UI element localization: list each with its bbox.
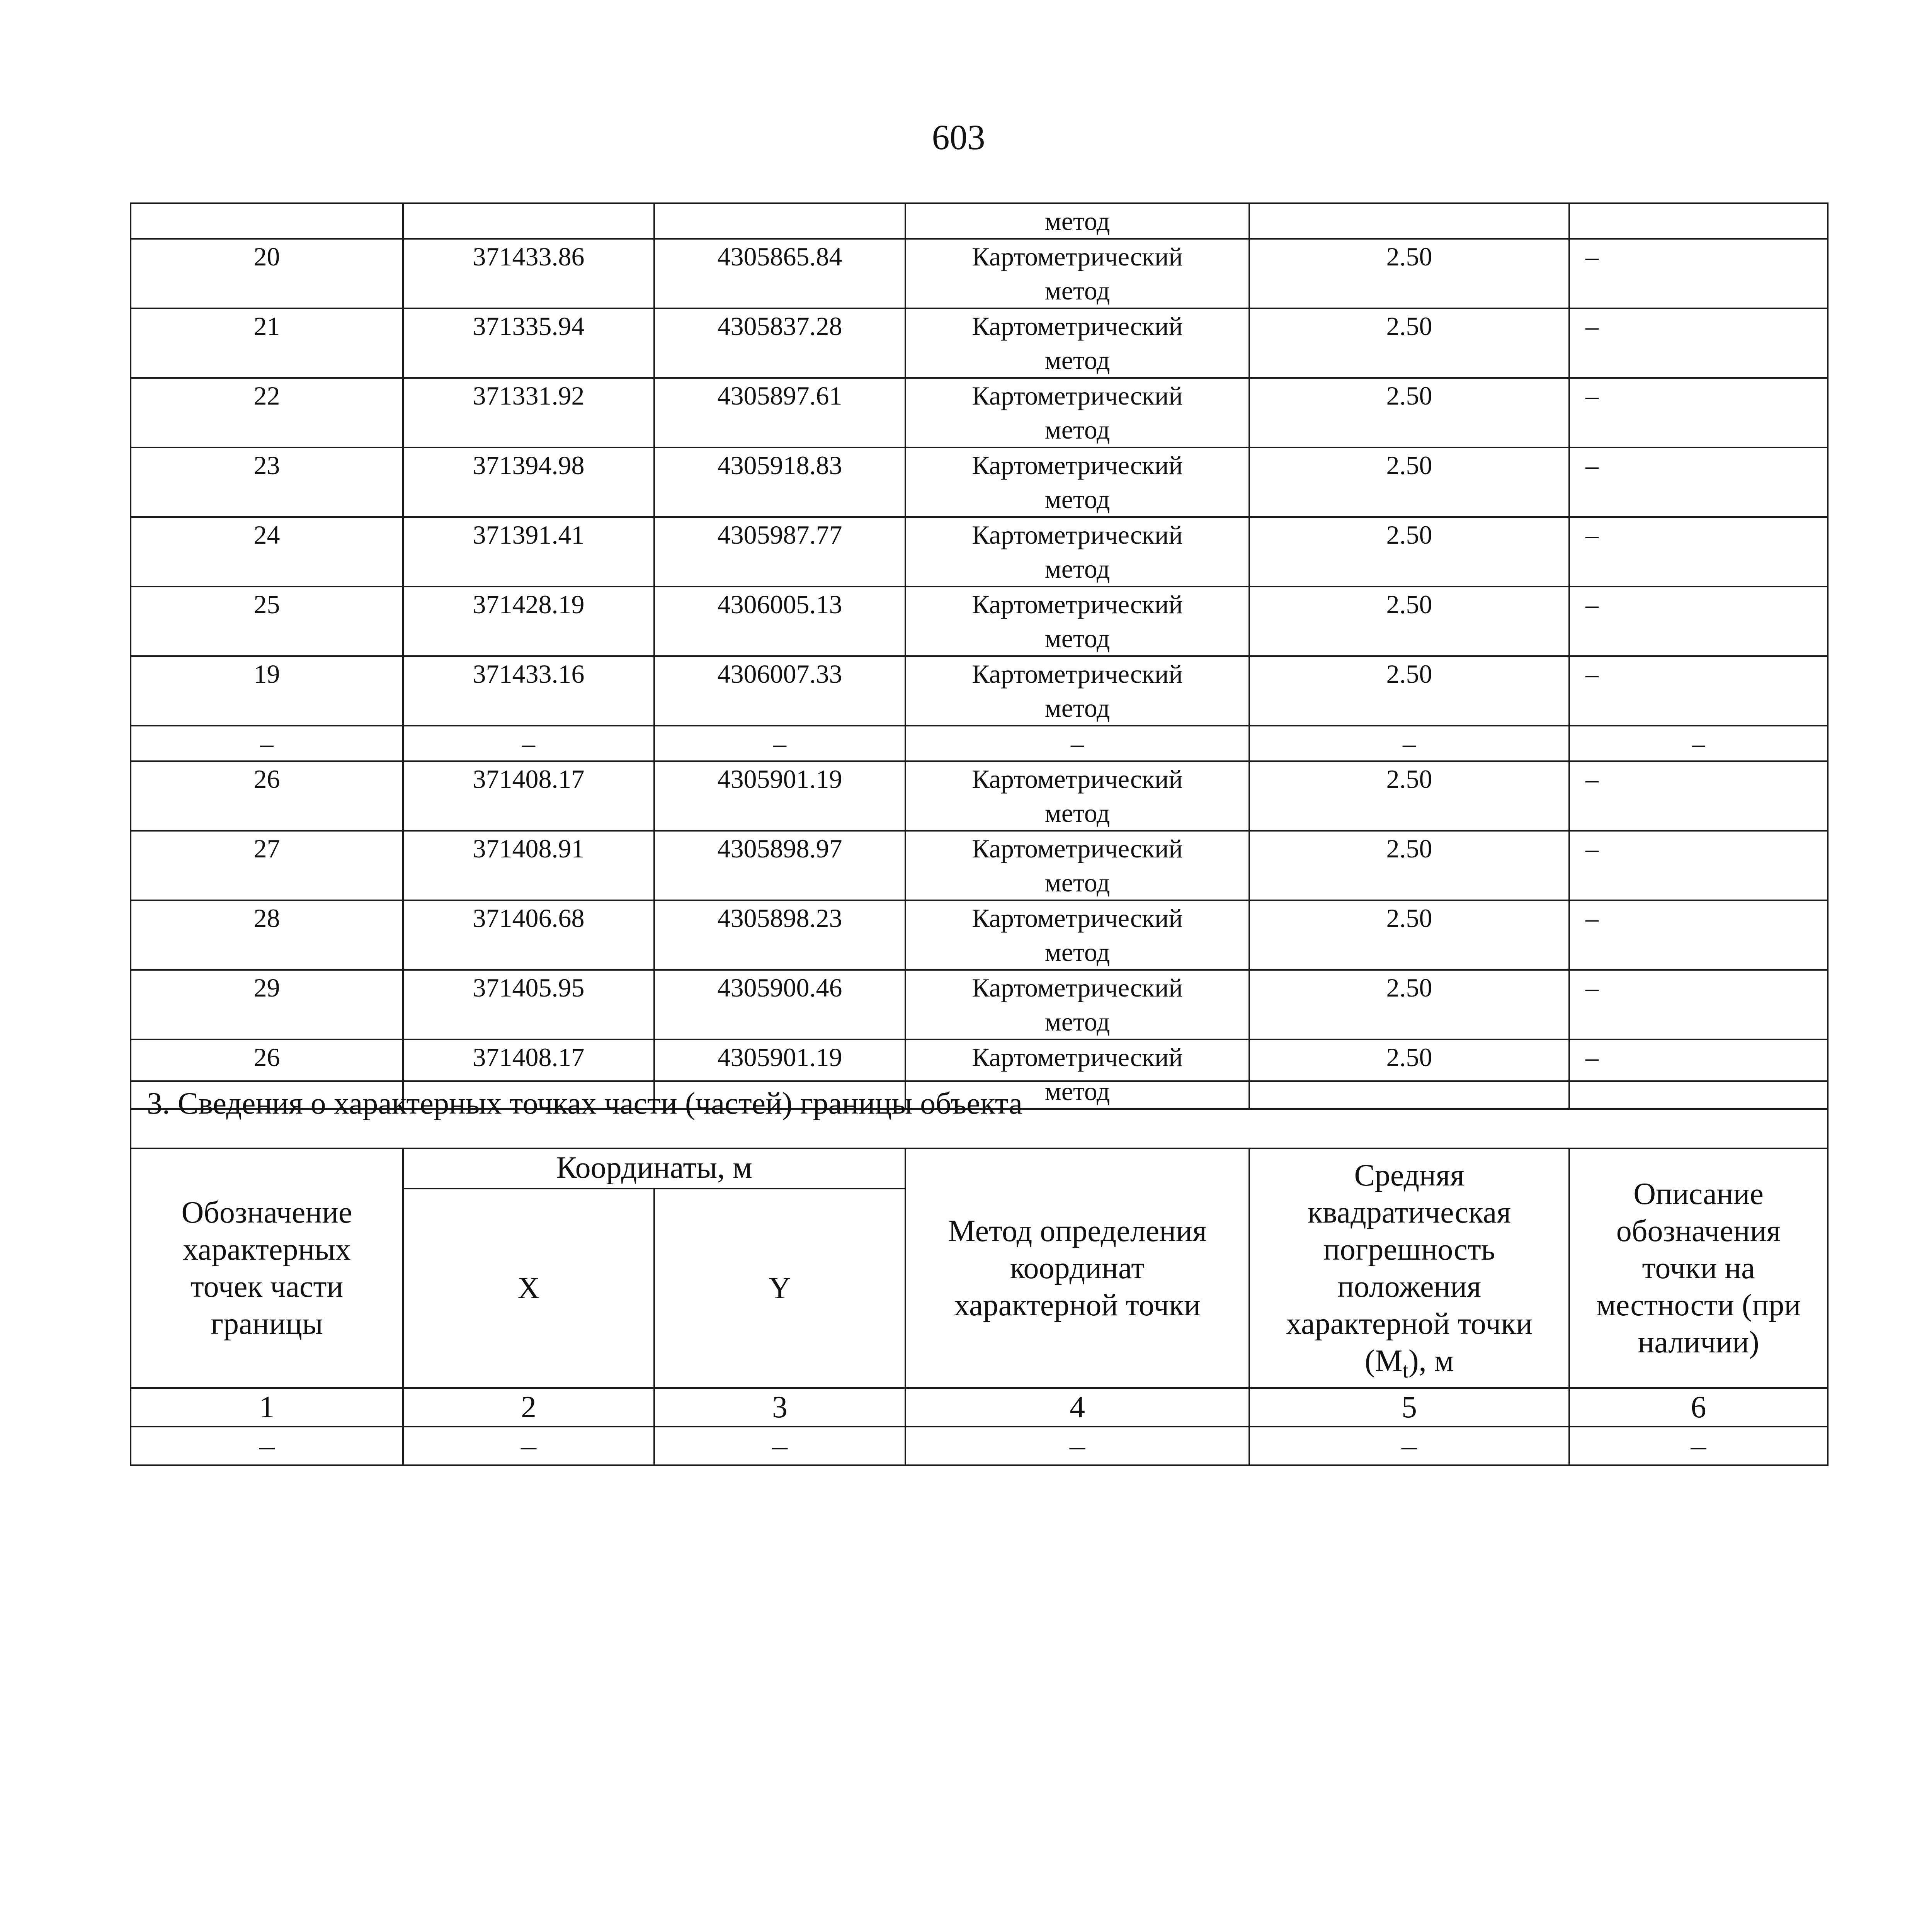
mean-error-cell: 2.50: [1249, 447, 1569, 517]
table-cell: [654, 203, 905, 239]
method-text: Картометрический: [972, 311, 1183, 341]
empty-row: [131, 1427, 1828, 1465]
header-text: наличии): [1638, 1325, 1759, 1359]
column-number: 1: [131, 1388, 403, 1427]
description-cell: –: [1569, 378, 1828, 447]
description-cell: –: [1569, 900, 1828, 970]
table-row: [131, 447, 1828, 517]
mean-error-cell: 2.50: [1249, 239, 1569, 308]
empty-cell: –: [403, 1427, 654, 1465]
table-row: [131, 587, 1828, 656]
header-method: [905, 1148, 1249, 1388]
mean-error-cell: 2.50: [1249, 587, 1569, 656]
y-coordinate-cell: 4305901.19: [654, 761, 905, 831]
method-text: метод: [1044, 554, 1110, 583]
description-cell: –: [1569, 587, 1828, 656]
header-text: характерной точки: [954, 1288, 1201, 1322]
y-coordinate-cell: 4305898.23: [654, 900, 905, 970]
empty-cell: –: [654, 1427, 905, 1465]
description-cell: –: [1569, 831, 1828, 900]
header-text: координат: [1010, 1251, 1145, 1285]
header-text: Обозначение: [181, 1196, 352, 1230]
method-cell: [905, 587, 1249, 656]
table-cell: [131, 203, 403, 239]
mean-error-cell: 2.50: [1249, 970, 1569, 1039]
table-cell: [403, 203, 654, 239]
y-coordinate-cell: 4305901.19: [654, 1039, 905, 1109]
mean-error-cell: 2.50: [1249, 900, 1569, 970]
point-number-cell: 26: [131, 1039, 403, 1109]
method-text: метод: [1044, 693, 1110, 723]
method-text: Картометрический: [972, 242, 1183, 271]
x-coordinate-cell: 371394.98: [403, 447, 654, 517]
separator-cell: –: [131, 726, 403, 761]
y-coordinate-cell: 4305900.46: [654, 970, 905, 1039]
mean-error-cell: 2.50: [1249, 656, 1569, 726]
method-cell: [905, 656, 1249, 726]
mean-error-cell: 2.50: [1249, 517, 1569, 587]
column-number: 5: [1249, 1388, 1569, 1427]
header-text: положения: [1337, 1270, 1481, 1304]
method-text: метод: [1044, 1007, 1110, 1036]
method-cell: [905, 970, 1249, 1039]
point-number-cell: 19: [131, 656, 403, 726]
section3-table: [130, 1080, 1829, 1466]
header-text: Метод определения: [948, 1214, 1207, 1248]
point-number-cell: 24: [131, 517, 403, 587]
separator-cell: –: [1569, 726, 1828, 761]
method-cell: [905, 900, 1249, 970]
method-text: метод: [1044, 345, 1110, 375]
description-cell: –: [1569, 447, 1828, 517]
method-text: Картометрический: [972, 381, 1183, 410]
description-cell: –: [1569, 517, 1828, 587]
x-coordinate-cell: 371433.86: [403, 239, 654, 308]
table-row: [131, 761, 1828, 831]
method-text: Картометрический: [972, 520, 1183, 549]
method-cell: [905, 447, 1249, 517]
method-cell: [905, 761, 1249, 831]
mean-error-cell: 2.50: [1249, 378, 1569, 447]
header-description: [1569, 1148, 1828, 1388]
mean-error-cell: 2.50: [1249, 1039, 1569, 1109]
method-cell: [905, 517, 1249, 587]
x-coordinate-cell: 371408.17: [403, 1039, 654, 1109]
header-text: Средняя: [1354, 1158, 1465, 1192]
empty-cell: –: [131, 1427, 403, 1465]
table-row: [131, 239, 1828, 308]
mean-error-cell: 2.50: [1249, 308, 1569, 378]
table-row: [131, 517, 1828, 587]
method-text: Картометрический: [972, 590, 1183, 619]
x-coordinate-cell: 371408.17: [403, 761, 654, 831]
header-text: квадратическая: [1307, 1196, 1511, 1230]
y-coordinate-cell: 4305918.83: [654, 447, 905, 517]
method-text: Картометрический: [972, 973, 1183, 1002]
table-row: [131, 308, 1828, 378]
header-y: Y: [654, 1189, 905, 1388]
y-coordinate-cell: 4305837.28: [654, 308, 905, 378]
x-coordinate-cell: 371428.19: [403, 587, 654, 656]
method-text: метод: [1044, 798, 1110, 828]
method-cell: [905, 308, 1249, 378]
separator-row: [131, 726, 1828, 761]
point-number-cell: 23: [131, 447, 403, 517]
x-coordinate-cell: 371335.94: [403, 308, 654, 378]
method-text: Картометрический: [972, 834, 1183, 863]
header-x: X: [403, 1189, 654, 1388]
description-cell: –: [1569, 308, 1828, 378]
column-number-row: [131, 1388, 1828, 1427]
column-number: 4: [905, 1388, 1249, 1427]
method-cell: [905, 378, 1249, 447]
method-text: Картометрический: [972, 764, 1183, 794]
point-number-cell: 20: [131, 239, 403, 308]
description-cell: –: [1569, 239, 1828, 308]
description-cell: –: [1569, 1039, 1828, 1109]
header-mean-error: [1249, 1148, 1569, 1388]
point-number-cell: 25: [131, 587, 403, 656]
separator-cell: –: [403, 726, 654, 761]
x-coordinate-cell: 371406.68: [403, 900, 654, 970]
x-coordinate-cell: 371408.91: [403, 831, 654, 900]
x-coordinate-cell: 371391.41: [403, 517, 654, 587]
y-coordinate-cell: 4305987.77: [654, 517, 905, 587]
header-text: погрешность: [1323, 1233, 1495, 1267]
description-cell: –: [1569, 656, 1828, 726]
method-text: метод: [1044, 415, 1110, 444]
method-text: Картометрический: [972, 903, 1183, 933]
method-text: метод: [1044, 485, 1110, 514]
mean-error-cell: 2.50: [1249, 831, 1569, 900]
table-row: [131, 203, 1828, 239]
point-number-cell: 21: [131, 308, 403, 378]
point-number-cell: 27: [131, 831, 403, 900]
table-row: [131, 378, 1828, 447]
mean-error-cell: 2.50: [1249, 761, 1569, 831]
point-number-cell: 28: [131, 900, 403, 970]
point-number-cell: 29: [131, 970, 403, 1039]
description-cell: –: [1569, 970, 1828, 1039]
y-coordinate-cell: 4305898.97: [654, 831, 905, 900]
method-cell: [905, 831, 1249, 900]
x-coordinate-cell: 371405.95: [403, 970, 654, 1039]
empty-cell: –: [1249, 1427, 1569, 1465]
method-text: метод: [1044, 624, 1110, 653]
section-title-row: [131, 1081, 1828, 1148]
header-text: местности (при: [1596, 1288, 1801, 1322]
x-coordinate-cell: 371433.16: [403, 656, 654, 726]
header-subscript: t: [1402, 1359, 1409, 1383]
header-coordinates: Координаты, м: [403, 1148, 905, 1189]
header-row: [131, 1148, 1828, 1189]
header-text: границы: [211, 1307, 323, 1341]
empty-cell: –: [1569, 1427, 1828, 1465]
method-text: метод: [1044, 1077, 1110, 1106]
header-point-designation: [131, 1148, 403, 1388]
table-row: [131, 831, 1828, 900]
header-text: точки на: [1642, 1251, 1755, 1285]
header-text: точек части: [190, 1270, 344, 1304]
table-row: [131, 656, 1828, 726]
table-cell: [1569, 203, 1828, 239]
empty-cell: –: [905, 1427, 1249, 1465]
table-row: [131, 900, 1828, 970]
column-number: 6: [1569, 1388, 1828, 1427]
description-cell: –: [1569, 761, 1828, 831]
method-text: метод: [1044, 276, 1110, 305]
y-coordinate-cell: 4306005.13: [654, 587, 905, 656]
point-number-cell: 26: [131, 761, 403, 831]
y-coordinate-cell: 4306007.33: [654, 656, 905, 726]
points-table: [130, 202, 1829, 1110]
method-text: метод: [1044, 868, 1110, 897]
method-text: Картометрический: [972, 1043, 1183, 1072]
method-cell: [905, 239, 1249, 308]
page-number: 603: [932, 117, 985, 157]
separator-cell: –: [654, 726, 905, 761]
header-text: ), м: [1408, 1344, 1454, 1378]
separator-cell: –: [905, 726, 1249, 761]
column-number: 2: [403, 1388, 654, 1427]
point-number-cell: 22: [131, 378, 403, 447]
section-title: 3. Сведения о характерных точках части (частей) границы объекта: [131, 1081, 1828, 1148]
y-coordinate-cell: 4305865.84: [654, 239, 905, 308]
header-text: обозначения: [1616, 1214, 1781, 1248]
table-row: [131, 970, 1828, 1039]
column-number: 3: [654, 1388, 905, 1427]
header-text: характерной точки: [1286, 1307, 1533, 1341]
method-cell: метод: [905, 203, 1249, 239]
method-text: Картометрический: [972, 659, 1183, 689]
table-cell: [1249, 203, 1569, 239]
x-coordinate-cell: 371331.92: [403, 378, 654, 447]
header-text: характерных: [183, 1233, 351, 1267]
method-text: Картометрический: [972, 451, 1183, 480]
separator-cell: –: [1249, 726, 1569, 761]
y-coordinate-cell: 4305897.61: [654, 378, 905, 447]
header-text: Описание: [1633, 1177, 1764, 1211]
method-text: метод: [1044, 937, 1110, 967]
header-text: (M: [1364, 1344, 1403, 1378]
